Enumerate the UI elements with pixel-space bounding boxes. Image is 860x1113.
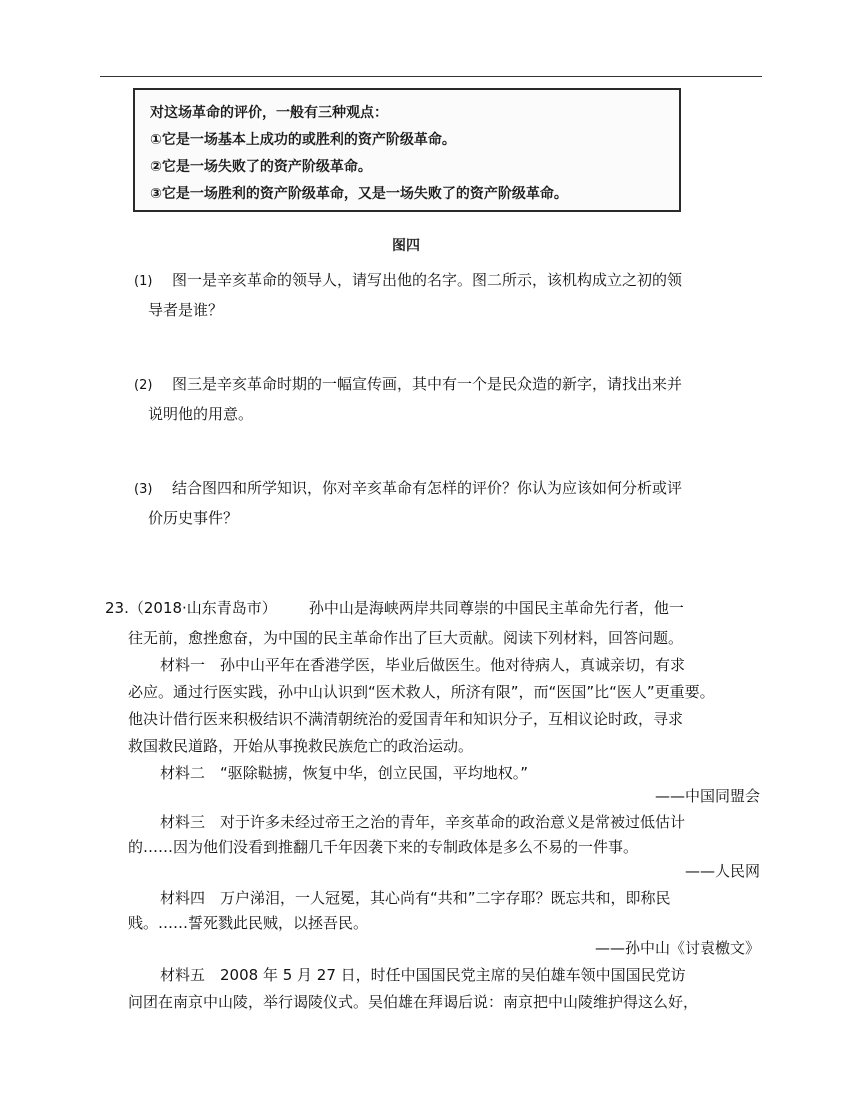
question-2-cont: 说明他的用意。 xyxy=(148,405,254,423)
question-number: (3) xyxy=(134,482,153,497)
material-5-line: 材料五 2008 年 5 月 27 日，时任中国国民党主席的吴伯雄车领中国国民党访 xyxy=(160,966,686,984)
question-text: 图三是辛亥革命时期的一幅宣传画，其中有一个是民众造的新字，请找出来并 xyxy=(172,375,683,393)
question-text: 图一是辛亥革命的领导人，请写出他的名字。图二所示，该机构成立之初的领 xyxy=(172,271,683,289)
question-number: (2) xyxy=(134,378,153,393)
figure-four-box xyxy=(133,88,681,212)
material-4-source: ——孙中山《讨袁檄文》 xyxy=(594,939,760,957)
material-2: 材料二 “驱除鞑掳，恢复中华，创立民国，平均地权。” xyxy=(160,764,529,782)
figure-line: ③它是一场胜利的资产阶级革命，又是一场失败了的资产阶级革命。 xyxy=(150,186,568,202)
figure-line: ①它是一场基本上成功的或胜利的资产阶级革命。 xyxy=(150,132,456,148)
material-1-line: 救国救民道路，开始从事挽救民族危亡的政治运动。 xyxy=(128,737,474,755)
question-1 xyxy=(134,265,682,297)
material-4-line: 贱。……誓死戮此民贼，以拯吾民。 xyxy=(128,914,369,932)
question-3 xyxy=(134,473,682,505)
material-1-line: 材料一 孙中山平年在香港学医，毕业后做医生。他对待病人，真诚亲切，有求 xyxy=(160,656,686,674)
q23-intro: 孙中山是海峡两岸共同尊崇的中国民主革命先行者，他一 xyxy=(308,599,684,617)
material-1-line: 他决计借行医来积极结识不满清朝统治的爱国青年和知识分子，互相议论时政，寻求 xyxy=(128,710,684,728)
q23-source: （2018·山东青岛市） xyxy=(128,599,277,617)
question-3-cont: 价历史事件？ xyxy=(148,509,239,527)
question-number: (1) xyxy=(134,274,153,289)
material-2-source: ——中国同盟会 xyxy=(654,787,760,805)
q23-header xyxy=(105,593,684,623)
q23-number: 23. xyxy=(105,599,129,617)
figure-line: 对这场革命的评价，一般有三种观点： xyxy=(150,105,388,121)
figure-line: ②它是一场失败了的资产阶级革命。 xyxy=(150,159,372,175)
material-5-line: 问团在南京中山陵，举行谒陵仪式。吴伯雄在拜谒后说：南京把中山陵维护得这么好， xyxy=(128,993,699,1011)
material-3-source: ——人民网 xyxy=(684,862,760,880)
material-3-line: 的……因为他们没看到推翻几千年因袭下来的专制政体是多么不易的一件事。 xyxy=(128,838,639,856)
material-4-line: 材料四 万户涕泪，一人冠冕，其心尚有“共和”二字存耶？既忘共和，即称民 xyxy=(160,889,671,907)
q23-intro-cont: 往无前，愈挫愈奋，为中国的民主革命作出了巨大贡献。阅读下列材料，回答问题。 xyxy=(128,629,684,647)
question-text: 结合图四和所学知识，你对辛亥革命有怎样的评价？你认为应该如何分析或评 xyxy=(172,479,683,497)
material-3-line: 材料三 对于许多未经过帝王之治的青年，辛亥革命的政治意义是常被过低估计 xyxy=(160,813,686,831)
figure-caption: 图四 xyxy=(392,238,420,254)
header-rule xyxy=(100,76,762,77)
question-2 xyxy=(134,369,682,401)
material-1-line: 必应。通过行医实践，孙中山认识到“医术救人，所济有限”，而“医国”比“医人”更重要。 xyxy=(128,683,715,701)
question-1-cont: 导者是谁？ xyxy=(148,301,224,319)
